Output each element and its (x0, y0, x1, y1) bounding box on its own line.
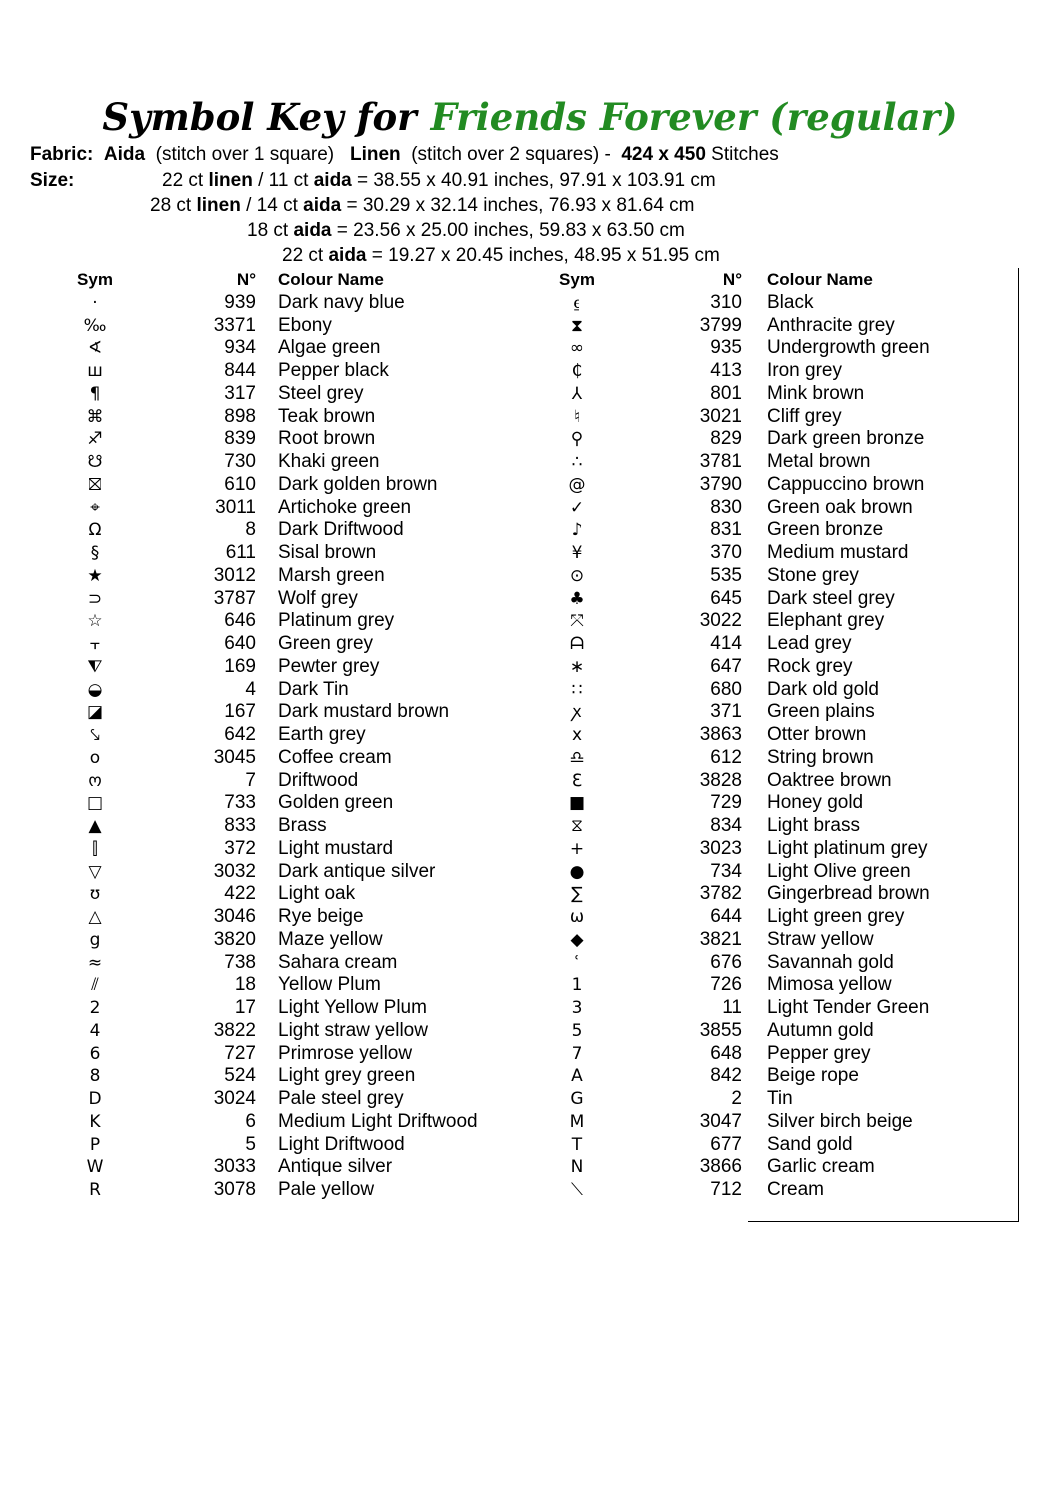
color-number: 167 (224, 701, 256, 723)
color-number: 524 (224, 1065, 256, 1087)
symbol: ꭗ (572, 702, 582, 723)
color-name: Green grey (278, 633, 374, 654)
symbol: ■ (568, 793, 586, 814)
color-name: Gingerbread brown (767, 883, 930, 905)
color-name: Dark Driftwood (278, 519, 404, 541)
color-number: 801 (710, 382, 742, 404)
color-number: 648 (710, 1042, 742, 1064)
color-number: 3821 (699, 928, 742, 950)
symbol: ⍷ (571, 292, 583, 313)
symbol: ¥ (571, 543, 583, 563)
symbol: □ (86, 793, 104, 814)
symbol: ⌖ (90, 497, 100, 518)
color-name: Garlic cream (767, 1156, 875, 1178)
color-name: Straw yellow (767, 928, 874, 950)
color-name: Savannah gold (767, 951, 894, 973)
color-name: Sahara cream (278, 951, 398, 973)
symbol: ☋ (87, 452, 103, 472)
symbol: ⊙ (569, 565, 585, 586)
color-number: 3033 (213, 1156, 256, 1178)
size-line-4: 22 ct aida = 19.27 x 20.45 inches, 48.95 x 51.95 cm (282, 245, 720, 266)
color-number: 422 (224, 883, 256, 905)
symbol: P (89, 1134, 101, 1155)
color-name: Pepper grey (767, 1042, 871, 1064)
symbol: § (90, 543, 100, 563)
symbol: ⛝ (88, 474, 102, 495)
page-title (0, 95, 1060, 139)
color-name: Light grey green (278, 1065, 416, 1087)
color-number: 5 (245, 1133, 256, 1155)
color-number: 834 (710, 815, 742, 836)
color-name: Maze yellow (278, 928, 383, 950)
color-number: 712 (710, 1179, 742, 1200)
pattern-name: Friends Forever (regular) (430, 95, 958, 139)
symbol: ♐ (87, 429, 103, 450)
color-name: Rock grey (767, 655, 853, 677)
color-name: Platinum grey (278, 610, 395, 632)
table-border-right (1018, 268, 1019, 1222)
color-name: Otter brown (767, 724, 867, 745)
symbol: ო (88, 770, 102, 791)
symbol: ⚲ (570, 429, 584, 450)
color-number: 3790 (699, 473, 742, 495)
color-number: 535 (710, 564, 742, 586)
color-name: Light green grey (767, 906, 905, 927)
symbol: D (88, 1089, 102, 1109)
symbol: ш (87, 361, 103, 381)
color-name: Light Yellow Plum (278, 997, 427, 1018)
color-name: Silver birch beige (767, 1110, 913, 1132)
color-number: 3024 (213, 1088, 256, 1109)
color-name: Pale steel grey (278, 1088, 404, 1109)
symbol: ⧗ (571, 315, 583, 336)
color-name: Undergrowth green (767, 337, 930, 359)
color-name: Cappuccino brown (767, 473, 925, 495)
symbol: ∢ (87, 338, 103, 359)
color-name: Green plains (767, 701, 875, 723)
color-number: 3828 (699, 769, 742, 791)
color-name: Sisal brown (278, 542, 377, 563)
color-name: Dark golden brown (278, 473, 438, 495)
color-name: Driftwood (278, 769, 359, 791)
symbol: ⫽ (91, 975, 99, 996)
symbol: N (570, 1157, 584, 1178)
color-number: 844 (224, 360, 256, 381)
symbol: ◪ (86, 702, 104, 723)
color-name: Antique silver (278, 1156, 393, 1178)
symbol: T (571, 1134, 583, 1155)
color-number: 17 (234, 997, 256, 1018)
symbol: ₵ (571, 361, 583, 381)
symbol: ∷ (571, 679, 583, 700)
symbol: ⅄ (571, 383, 583, 404)
table-border-bottom (748, 1221, 1019, 1222)
color-number: 3782 (699, 883, 742, 905)
symbol: 4 (89, 1020, 101, 1041)
color-number: 935 (710, 337, 742, 359)
color-number: 934 (224, 337, 256, 359)
color-number: 414 (710, 633, 742, 654)
color-name: Lead grey (767, 633, 852, 654)
color-name: Mimosa yellow (767, 974, 892, 996)
color-name: Black (767, 291, 814, 313)
color-name: Green bronze (767, 519, 884, 541)
symbol: 5 (571, 1020, 583, 1041)
color-name: Cliff grey (767, 405, 842, 427)
color-name: Wolf grey (278, 587, 358, 609)
color-number: 18 (234, 974, 256, 996)
symbol: 2 (89, 998, 101, 1018)
symbol: 3 (571, 998, 583, 1018)
color-name: Autumn gold (767, 1019, 874, 1041)
color-number: 612 (710, 746, 742, 768)
symbol: ▽ (88, 861, 102, 882)
symbol: ʿ (574, 952, 580, 973)
size-line-3: 18 ct aida = 23.56 x 25.00 inches, 59.83 x 63.50 cm (247, 220, 685, 241)
color-name: Pewter grey (278, 655, 380, 677)
symbol: W (86, 1157, 104, 1178)
symbol: ⧨ (87, 656, 103, 677)
color-name: Cream (767, 1179, 825, 1200)
symbol: ⊃ (87, 588, 103, 609)
color-name: Sand gold (767, 1133, 853, 1155)
color-number: 169 (224, 655, 256, 677)
symbol: ∞ (569, 338, 585, 359)
color-name: Elephant grey (767, 610, 885, 632)
color-number: 727 (224, 1042, 256, 1064)
symbol: ⟍ (571, 1180, 583, 1200)
color-name: Coffee cream (278, 746, 392, 768)
color-number: 413 (710, 360, 742, 381)
symbol: ∴ (571, 452, 583, 472)
color-name: Artichoke green (278, 496, 412, 518)
color-number: 898 (224, 405, 256, 427)
symbol: ≈ (87, 952, 103, 973)
color-number: 939 (224, 291, 256, 313)
symbol: x (571, 725, 583, 745)
color-name: Beige rope (767, 1065, 859, 1087)
symbol: K (89, 1111, 101, 1132)
symbol: ∑ (571, 884, 583, 905)
color-name: Light straw yellow (278, 1019, 428, 1041)
symbol: ★ (87, 565, 103, 586)
color-number: 676 (710, 951, 742, 973)
symbol: ⫿ (92, 838, 98, 859)
symbol: ⧖ (571, 816, 583, 836)
color-number: 370 (710, 542, 742, 563)
color-name: Light Olive green (767, 860, 911, 882)
fabric-line: Fabric: Aida (stitch over 1 square) Linen (stitch over 2 squares) - 424 x 450 Stitches (30, 144, 779, 165)
color-number: 729 (710, 792, 742, 814)
color-number: 3022 (699, 610, 742, 632)
color-name: Rye beige (278, 906, 364, 927)
color-number: 3023 (699, 837, 742, 859)
color-number: 640 (224, 633, 256, 654)
color-number: 8 (245, 519, 256, 541)
color-number: 839 (224, 428, 256, 450)
color-number: 610 (224, 473, 256, 495)
color-name: Teak brown (278, 405, 376, 427)
color-number: 6 (245, 1110, 256, 1132)
color-name: Iron grey (767, 360, 842, 381)
symbol: ω (569, 907, 585, 927)
symbol: ◆ (570, 929, 584, 950)
color-number: 317 (224, 382, 256, 404)
color-number: 829 (710, 428, 742, 450)
color-number: 3021 (699, 405, 742, 427)
symbol: ♮ (573, 406, 581, 427)
color-number: 644 (710, 906, 742, 927)
symbol: ⌘ (86, 406, 104, 427)
color-name: Light brass (767, 815, 860, 836)
color-number: 646 (224, 610, 256, 632)
size-line-1: 22 ct linen / 11 ct aida = 38.55 x 40.91 inches, 97.91 x 103.91 cm (162, 170, 716, 191)
color-number: 726 (710, 974, 742, 996)
color-number: 3012 (213, 564, 256, 586)
symbol: @ (568, 474, 586, 495)
color-number: 730 (224, 451, 256, 472)
color-number: 3371 (213, 314, 256, 336)
size-label: Size: (30, 170, 75, 191)
symbol: + (569, 838, 585, 859)
color-number: 733 (224, 792, 256, 814)
symbol: ‰ (83, 315, 107, 336)
color-name: Pepper black (278, 360, 389, 381)
color-number: 3820 (213, 928, 256, 950)
color-number: 3046 (213, 906, 256, 927)
color-name: Green oak brown (767, 496, 913, 518)
color-name: Light oak (278, 883, 356, 905)
color-name: Dark green bronze (767, 428, 925, 450)
color-number: 677 (710, 1133, 742, 1155)
color-number: 3866 (699, 1156, 742, 1178)
color-name: Medium Light Driftwood (278, 1110, 478, 1132)
color-name: Khaki green (278, 451, 380, 472)
color-number: 2 (731, 1088, 742, 1109)
symbol: ∗ (569, 656, 585, 677)
color-number: 4 (245, 678, 256, 700)
symbol: G (570, 1089, 584, 1109)
color-name: Ebony (278, 314, 332, 336)
color-number: 3855 (699, 1019, 742, 1041)
color-name: Anthracite grey (767, 314, 895, 336)
color-name: Brass (278, 815, 327, 836)
color-name: Dark Tin (278, 678, 349, 700)
color-name: Light mustard (278, 837, 394, 859)
color-name: Golden green (278, 792, 394, 814)
color-name: Medium mustard (767, 542, 909, 563)
color-number: 7 (245, 769, 256, 791)
color-name: Light platinum grey (767, 837, 928, 859)
color-name: String brown (767, 746, 874, 768)
color-name: Algae green (278, 337, 381, 359)
color-number: 3787 (213, 587, 256, 609)
color-number: 3822 (213, 1019, 256, 1041)
color-number: 642 (224, 724, 256, 745)
color-name: Stone grey (767, 564, 859, 586)
color-name: Marsh green (278, 564, 385, 586)
symbol: 7 (571, 1043, 583, 1064)
symbol: ♣ (569, 588, 585, 609)
symbol: R (89, 1180, 101, 1200)
color-number: 831 (710, 519, 742, 541)
color-number: 647 (710, 655, 742, 677)
color-number: 734 (710, 860, 742, 882)
color-number: 830 (710, 496, 742, 518)
color-name: Earth grey (278, 724, 366, 745)
color-name: Yellow Plum (278, 974, 381, 996)
color-name: Root brown (278, 428, 376, 450)
color-name: Oaktree brown (767, 769, 892, 791)
symbol: ▲ (88, 816, 102, 836)
symbol: △ (88, 907, 102, 927)
color-number: 3045 (213, 746, 256, 768)
color-name: Dark mustard brown (278, 701, 450, 723)
title-prefix: Symbol Key for (102, 95, 417, 139)
symbol: ♪ (571, 520, 583, 541)
color-number: 3047 (699, 1110, 742, 1132)
color-number: 738 (224, 951, 256, 973)
color-name: Light Tender Green (767, 997, 930, 1018)
color-name: Tin (767, 1088, 793, 1109)
color-name: Dark navy blue (278, 291, 405, 313)
symbol: ⤧ (570, 611, 584, 632)
color-number: 372 (224, 837, 256, 859)
symbol: ☆ (87, 611, 103, 632)
color-name: Metal brown (767, 451, 871, 472)
color-number: 11 (722, 997, 742, 1018)
symbol: ⫟ (89, 634, 101, 654)
color-number: 310 (710, 291, 742, 313)
color-number: 680 (710, 678, 742, 700)
symbol: ● (569, 861, 585, 882)
color-number: 842 (710, 1065, 742, 1087)
color-name: Dark antique silver (278, 860, 436, 882)
color-name: Primrose yellow (278, 1042, 413, 1064)
color-name: Light Driftwood (278, 1133, 405, 1155)
symbol: M (569, 1111, 585, 1132)
symbol: o (89, 747, 101, 768)
symbol: ♎ (569, 747, 585, 768)
color-number: 3799 (699, 314, 742, 336)
color-number: 3078 (213, 1179, 256, 1200)
symbol: ◒ (87, 679, 103, 700)
color-name: Steel grey (278, 382, 364, 404)
symbol: ℇ (571, 770, 583, 791)
symbol: 8 (89, 1066, 101, 1087)
symbol: g (89, 929, 101, 950)
symbol: ʊ (89, 884, 101, 905)
color-number: 611 (225, 542, 256, 563)
symbol: ¶ (89, 383, 101, 404)
symbol: 6 (89, 1043, 101, 1064)
symbol: · (92, 292, 98, 313)
symbol: ✓ (569, 497, 585, 518)
color-number: 833 (224, 815, 256, 836)
color-name: Honey gold (767, 792, 864, 814)
symbol: 1 (571, 975, 583, 996)
symbol: ⤥ (90, 725, 100, 745)
color-number: 3011 (215, 496, 256, 518)
color-number: 371 (710, 701, 742, 723)
symbol: ᗩ (569, 634, 585, 654)
color-number: 645 (710, 587, 742, 609)
symbol: A (571, 1066, 583, 1087)
color-name: Mink brown (767, 382, 865, 404)
color-number: 3781 (699, 451, 742, 472)
size-line-2: 28 ct linen / 14 ct aida = 30.29 x 32.14 inches, 76.93 x 81.64 cm (150, 195, 695, 216)
color-name: Pale yellow (278, 1179, 375, 1200)
symbol: Ω (88, 520, 102, 541)
color-number: 3032 (213, 860, 256, 882)
color-number: 3863 (699, 724, 742, 745)
color-name: Dark steel grey (767, 587, 895, 609)
color-name: Dark old gold (767, 678, 879, 700)
